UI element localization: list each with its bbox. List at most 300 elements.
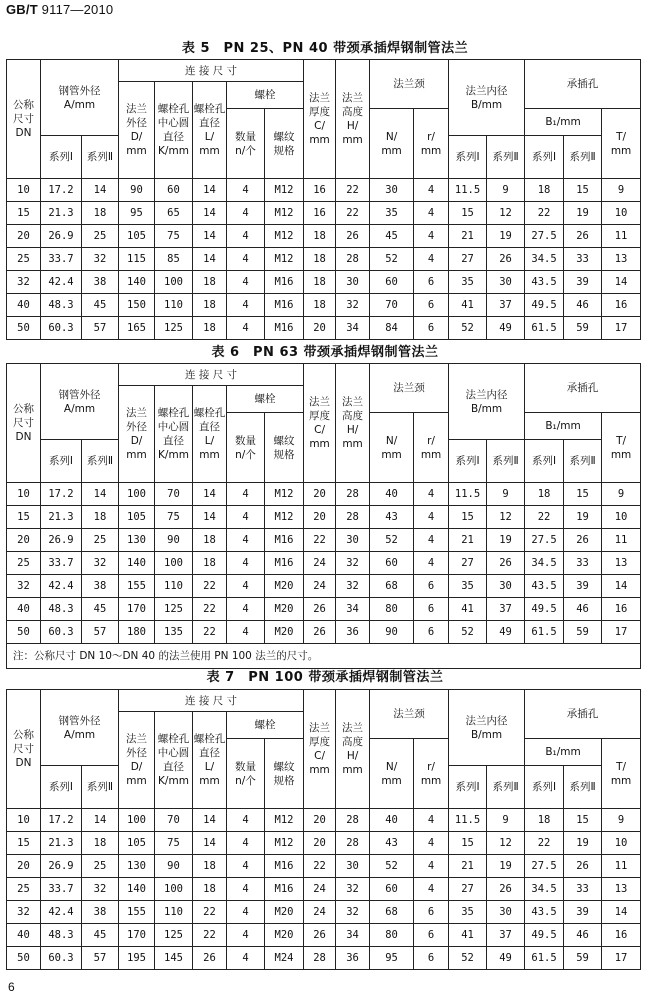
table-cell: 35 (449, 271, 487, 294)
neck-r-header-line: r/ (427, 760, 435, 773)
table-cell: 34.5 (525, 878, 564, 901)
table-cell: 10 (7, 179, 41, 202)
table-cell: M24 (265, 947, 304, 970)
table-cell: 38 (82, 575, 119, 598)
table-cell: 28 (336, 832, 370, 855)
flange-od-header (119, 82, 155, 179)
height-header-line: 高度 (342, 410, 364, 422)
table-cell: 18 (193, 878, 227, 901)
table-cell: 80 (370, 598, 414, 621)
table-cell: 50 (7, 947, 41, 970)
table-cell: 14 (193, 809, 227, 832)
flange-od-header-line: 法兰 (126, 733, 147, 745)
table-cell: 32 (7, 575, 41, 598)
table-cell: 27.5 (525, 855, 564, 878)
table-cell: M12 (265, 225, 304, 248)
table-cell: 22 (525, 202, 564, 225)
table-cell: 6 (414, 621, 449, 644)
nominal-size-header-line: 尺寸 (13, 417, 34, 429)
bolt-circle-header-line: 直径 (163, 435, 184, 447)
table-cell: 15 (7, 202, 41, 225)
table-cell: 70 (370, 294, 414, 317)
table-row (7, 483, 641, 506)
table-cell: 20 (304, 506, 336, 529)
table-cell: 41 (449, 294, 487, 317)
bolt-circle-header-line: 螺栓孔 (157, 103, 190, 115)
table-cell: 4 (227, 878, 265, 901)
table-cell: 90 (119, 179, 155, 202)
table-row (7, 878, 641, 901)
table-cell: 20 (304, 809, 336, 832)
table-cell: 60 (155, 179, 193, 202)
thickness-header-line: mm (309, 438, 330, 450)
table-cell: 6 (414, 294, 449, 317)
bore-series2-header: 系列Ⅱ (487, 440, 525, 483)
table-cell: 130 (119, 529, 155, 552)
bolt-qty-header-line: n/个 (235, 448, 256, 461)
table-cell: 15 (564, 809, 602, 832)
table-cell: 26 (336, 225, 370, 248)
table-cell: 22 (336, 179, 370, 202)
table-cell: 59 (564, 947, 602, 970)
table-cell: 45 (370, 225, 414, 248)
table-cell: 21 (449, 855, 487, 878)
socket-t-header (602, 739, 641, 809)
table-cell: 20 (7, 529, 41, 552)
table-cell: 49.5 (525, 294, 564, 317)
table-cell: 15 (7, 506, 41, 529)
height-header (336, 364, 370, 483)
table-cell: 27.5 (525, 225, 564, 248)
thickness-header (304, 60, 336, 179)
table-cell: 9 (487, 809, 525, 832)
table-cell: 57 (82, 947, 119, 970)
height-header-line: mm (342, 764, 363, 776)
table-cell: 22 (336, 202, 370, 225)
table-cell: 80 (370, 924, 414, 947)
table-cell: M12 (265, 809, 304, 832)
table-cell: 4 (414, 506, 449, 529)
bolt-hole-header-line: mm (199, 775, 220, 787)
table-cell: 22 (525, 832, 564, 855)
table-cell: 27 (449, 878, 487, 901)
nominal-size-header (7, 60, 41, 179)
table-cell: M16 (265, 529, 304, 552)
table-row (7, 317, 641, 340)
pipe-od-header-line: A/mm (63, 728, 96, 741)
bolt-hole-header (193, 712, 227, 809)
table-row (7, 575, 641, 598)
table-cell: 140 (119, 271, 155, 294)
table-cell: 40 (7, 924, 41, 947)
table-cell: M12 (265, 248, 304, 271)
table-cell: 52 (449, 317, 487, 340)
table-cell: 68 (370, 901, 414, 924)
bolt-hole-header-line: 直径 (199, 747, 220, 759)
height-header-line: 高度 (342, 736, 364, 748)
table-cell: 6 (414, 575, 449, 598)
table-cell: 57 (82, 621, 119, 644)
bore-header-line: B/mm (470, 98, 503, 111)
pipe-od-header (41, 690, 119, 766)
table-cell: 115 (119, 248, 155, 271)
table-cell: 10 (7, 809, 41, 832)
table-cell: 12 (487, 506, 525, 529)
table-cell: 16 (602, 294, 641, 317)
table-6-caption: 表 6 PN 63 带颈承插焊钢制管法兰 (211, 345, 439, 360)
pipe-series1-header: 系列Ⅰ (41, 766, 82, 809)
bolt-circle-header (155, 712, 193, 809)
table-cell: 17 (602, 621, 641, 644)
table-cell: 30 (487, 901, 525, 924)
socket-header: 承插孔 (525, 690, 641, 739)
table-cell: 11.5 (449, 809, 487, 832)
connection-dims-header: 连 接 尺 寸 (119, 690, 304, 712)
bolt-hole-header (193, 386, 227, 483)
pipe-od-header (41, 364, 119, 440)
socket-b1-header: B₁/mm (525, 109, 602, 136)
socket-series2-header: 系列Ⅱ (564, 440, 602, 483)
table-cell: 4 (414, 529, 449, 552)
table-row (7, 506, 641, 529)
table-cell: 10 (602, 506, 641, 529)
table-cell: M16 (265, 552, 304, 575)
table-cell: 75 (155, 225, 193, 248)
socket-t-header-line: mm (610, 144, 632, 157)
table-cell: 13 (602, 878, 641, 901)
table-cell: 27 (449, 552, 487, 575)
table-cell: 25 (7, 878, 41, 901)
table-cell: 50 (7, 317, 41, 340)
table-cell: 4 (227, 809, 265, 832)
table-cell: 27 (449, 248, 487, 271)
flange-od-header-line: 法兰 (126, 407, 147, 419)
socket-series1-header: 系列Ⅰ (525, 766, 564, 809)
table-cell: 4 (227, 855, 265, 878)
flange-od-header-line: mm (126, 145, 147, 157)
bolt-hole-header (193, 82, 227, 179)
table-cell: 17.2 (41, 483, 82, 506)
table-cell: 18 (304, 248, 336, 271)
flange-table-5 (6, 59, 641, 340)
table-cell: 52 (370, 855, 414, 878)
thickness-header-line: C/ (314, 424, 325, 436)
table-cell: 28 (336, 483, 370, 506)
table-cell: 17 (602, 317, 641, 340)
table-cell: 4 (414, 248, 449, 271)
height-header-line: H/ (346, 424, 359, 436)
table-cell: 43.5 (525, 901, 564, 924)
bolt-thread-header (265, 739, 304, 809)
table-cell: 32 (7, 901, 41, 924)
neck-n-header (370, 109, 414, 179)
height-header-line: H/ (346, 750, 359, 762)
table-cell: 43 (370, 832, 414, 855)
table-cell: 25 (82, 529, 119, 552)
table-cell: 6 (414, 901, 449, 924)
table-cell: 17 (602, 947, 641, 970)
socket-t-header-line: mm (610, 448, 632, 461)
table-cell: 48.3 (41, 598, 82, 621)
table-cell: 110 (155, 294, 193, 317)
table-cell: 105 (119, 832, 155, 855)
flange-od-header-line: D/ (130, 435, 143, 447)
table-cell: 34.5 (525, 552, 564, 575)
flange-od-header-line: mm (126, 449, 147, 461)
table-cell: 21 (449, 225, 487, 248)
table-cell: 125 (155, 924, 193, 947)
bore-header-line: 法兰内径 (465, 388, 508, 401)
table-cell: 40 (7, 294, 41, 317)
height-header-line: 法兰 (342, 92, 364, 104)
nominal-size-header-line: 公称 (13, 729, 34, 741)
table-note: 注：公称尺寸 DN 10～DN 40 的法兰使用 PN 100 法兰的尺寸。 (7, 644, 641, 669)
socket-t-header (602, 413, 641, 483)
table-cell: 14 (193, 225, 227, 248)
table-cell: M12 (265, 179, 304, 202)
table-cell: 30 (370, 179, 414, 202)
table-cell: 42.4 (41, 271, 82, 294)
flange-od-header-line: 法兰 (126, 103, 147, 115)
neck-r-header (414, 413, 449, 483)
table-cell: 12 (487, 202, 525, 225)
bolt-thread-header-line: 螺纹 (273, 130, 295, 143)
table-cell: 45 (82, 598, 119, 621)
table-cell: 15 (449, 202, 487, 225)
thickness-header-line: 厚度 (309, 106, 331, 118)
table-cell: 20 (7, 855, 41, 878)
table-cell: 18 (304, 271, 336, 294)
table-cell: 21.3 (41, 832, 82, 855)
table-cell: M20 (265, 924, 304, 947)
table-row (7, 924, 641, 947)
table-cell: 32 (336, 575, 370, 598)
pipe-od-header (41, 60, 119, 136)
table-cell: 18 (304, 294, 336, 317)
bolt-header: 螺栓 (227, 82, 304, 109)
table-cell: M16 (265, 878, 304, 901)
table-cell: 6 (414, 317, 449, 340)
bolt-hole-header-line: 螺栓孔 (193, 733, 226, 745)
table-cell: 19 (487, 855, 525, 878)
bore-header-line: 法兰内径 (465, 84, 508, 97)
table-cell: 4 (227, 621, 265, 644)
neck-n-header-line: mm (381, 144, 402, 157)
table-cell: 14 (193, 179, 227, 202)
table-cell: 95 (370, 947, 414, 970)
table-cell: 50 (7, 621, 41, 644)
socket-t-header-line: T/ (616, 434, 627, 447)
table-cell: 20 (304, 483, 336, 506)
table-cell: 30 (336, 855, 370, 878)
bolt-hole-header-line: 直径 (199, 117, 220, 129)
table-cell: 46 (564, 598, 602, 621)
table-cell: 100 (155, 878, 193, 901)
table-cell: 15 (449, 506, 487, 529)
table-cell: 26 (564, 225, 602, 248)
socket-header: 承插孔 (525, 60, 641, 109)
table-cell: 170 (119, 598, 155, 621)
table-cell: 70 (155, 809, 193, 832)
table-cell: 39 (564, 271, 602, 294)
table-cell: 145 (155, 947, 193, 970)
table-cell: 33 (564, 248, 602, 271)
table-cell: 33.7 (41, 878, 82, 901)
table-cell: 18 (525, 809, 564, 832)
bore-series2-header: 系列Ⅱ (487, 766, 525, 809)
table-cell: 105 (119, 225, 155, 248)
table-cell: 61.5 (525, 317, 564, 340)
table-cell: 14 (193, 248, 227, 271)
table-cell: 21 (449, 529, 487, 552)
table-cell: 16 (304, 179, 336, 202)
height-header-line: 法兰 (342, 396, 364, 408)
bore-header-line: 法兰内径 (465, 714, 508, 727)
table-cell: 36 (336, 621, 370, 644)
pipe-od-header-line: 钢管外径 (58, 84, 101, 97)
nominal-size-header (7, 364, 41, 483)
table-cell: 49 (487, 621, 525, 644)
table-cell: 170 (119, 924, 155, 947)
table-cell: 18 (82, 506, 119, 529)
table-cell: 49.5 (525, 598, 564, 621)
table-cell: 110 (155, 575, 193, 598)
table-cell: M16 (265, 294, 304, 317)
table-cell: 18 (304, 225, 336, 248)
table-cell: 39 (564, 575, 602, 598)
bolt-thread-header-line: 规格 (273, 448, 295, 461)
table-cell: 4 (414, 809, 449, 832)
table-cell: 4 (227, 575, 265, 598)
table-cell: 4 (227, 947, 265, 970)
neck-r-header-line: mm (420, 448, 442, 461)
neck-n-header (370, 413, 414, 483)
table-cell: 61.5 (525, 621, 564, 644)
table-cell: 95 (119, 202, 155, 225)
table-cell: M16 (265, 271, 304, 294)
socket-series1-header: 系列Ⅰ (525, 136, 564, 179)
table-cell: 32 (82, 552, 119, 575)
table-cell: 18 (525, 179, 564, 202)
table-cell: 110 (155, 901, 193, 924)
table-cell: 35 (449, 575, 487, 598)
table-cell: 39 (564, 901, 602, 924)
flange-table-6 (6, 363, 641, 669)
header-row (7, 690, 641, 712)
table-cell: 40 (370, 483, 414, 506)
table-cell: 18 (82, 202, 119, 225)
height-header (336, 60, 370, 179)
table-cell: M20 (265, 575, 304, 598)
table-cell: 4 (227, 179, 265, 202)
table-cell: 100 (155, 271, 193, 294)
table-cell: 49 (487, 947, 525, 970)
table-cell: 9 (602, 483, 641, 506)
header-row (7, 60, 641, 82)
table-cell: 100 (155, 552, 193, 575)
table-cell: 60.3 (41, 947, 82, 970)
bore-series1-header: 系列Ⅰ (449, 766, 487, 809)
table-cell: 9 (602, 809, 641, 832)
bolt-circle-header (155, 82, 193, 179)
table-cell: 15 (564, 179, 602, 202)
thickness-header-line: 法兰 (309, 396, 331, 408)
table-cell: 10 (7, 483, 41, 506)
table-cell: 15 (564, 483, 602, 506)
socket-series1-header: 系列Ⅰ (525, 440, 564, 483)
table-cell: 20 (7, 225, 41, 248)
table-cell: 65 (155, 202, 193, 225)
table-cell: 26 (487, 878, 525, 901)
bolt-qty-header-line: n/个 (235, 774, 256, 787)
flange-od-header-line: D/ (130, 761, 143, 773)
bolt-circle-header-line: K/mm (158, 145, 189, 157)
table-cell: 48.3 (41, 294, 82, 317)
neck-r-header-line: r/ (427, 434, 435, 447)
table-row (7, 855, 641, 878)
bolt-hole-header-line: L/ (204, 761, 215, 773)
table-cell: 16 (602, 924, 641, 947)
pipe-series1-header: 系列Ⅰ (41, 440, 82, 483)
table-cell: 60.3 (41, 621, 82, 644)
table-cell: 30 (336, 529, 370, 552)
table-cell: 14 (193, 832, 227, 855)
header-row (7, 364, 641, 386)
table-cell: 22 (193, 924, 227, 947)
table-cell: M20 (265, 598, 304, 621)
table-cell: 13 (602, 248, 641, 271)
table-cell: 18 (82, 832, 119, 855)
table-cell: 33.7 (41, 248, 82, 271)
table-cell: 100 (119, 809, 155, 832)
table-7-caption: 表 7 PN 100 带颈承插焊钢制管法兰 (206, 670, 444, 685)
table-cell: 4 (414, 179, 449, 202)
table-row (7, 179, 641, 202)
table-cell: 26 (193, 947, 227, 970)
table-cell: 140 (119, 552, 155, 575)
neck-n-header (370, 739, 414, 809)
table-cell: 40 (370, 809, 414, 832)
table-cell: 4 (414, 878, 449, 901)
connection-dims-header: 连 接 尺 寸 (119, 60, 304, 82)
table-cell: M16 (265, 317, 304, 340)
table-cell: 4 (227, 529, 265, 552)
table-cell: 26.9 (41, 529, 82, 552)
table-cell: 6 (414, 271, 449, 294)
table-cell: 11.5 (449, 483, 487, 506)
height-header (336, 690, 370, 809)
table-cell: 32 (336, 294, 370, 317)
neck-header: 法兰颈 (370, 364, 449, 413)
table-cell: 40 (7, 598, 41, 621)
thickness-header-line: 厚度 (309, 736, 331, 748)
table-cell: 28 (304, 947, 336, 970)
table-cell: 45 (82, 924, 119, 947)
bore-header (449, 690, 525, 766)
neck-header: 法兰颈 (370, 60, 449, 109)
bolt-circle-header-line: 中心圆 (157, 117, 190, 129)
table-cell: 22 (193, 901, 227, 924)
table-cell: 14 (602, 575, 641, 598)
table-cell: 32 (82, 878, 119, 901)
table-cell: 32 (7, 271, 41, 294)
table-row (7, 202, 641, 225)
table-cell: M20 (265, 621, 304, 644)
neck-n-header-line: mm (381, 774, 402, 787)
table-cell: 27.5 (525, 529, 564, 552)
table-cell: 43.5 (525, 575, 564, 598)
table-cell: 11 (602, 855, 641, 878)
